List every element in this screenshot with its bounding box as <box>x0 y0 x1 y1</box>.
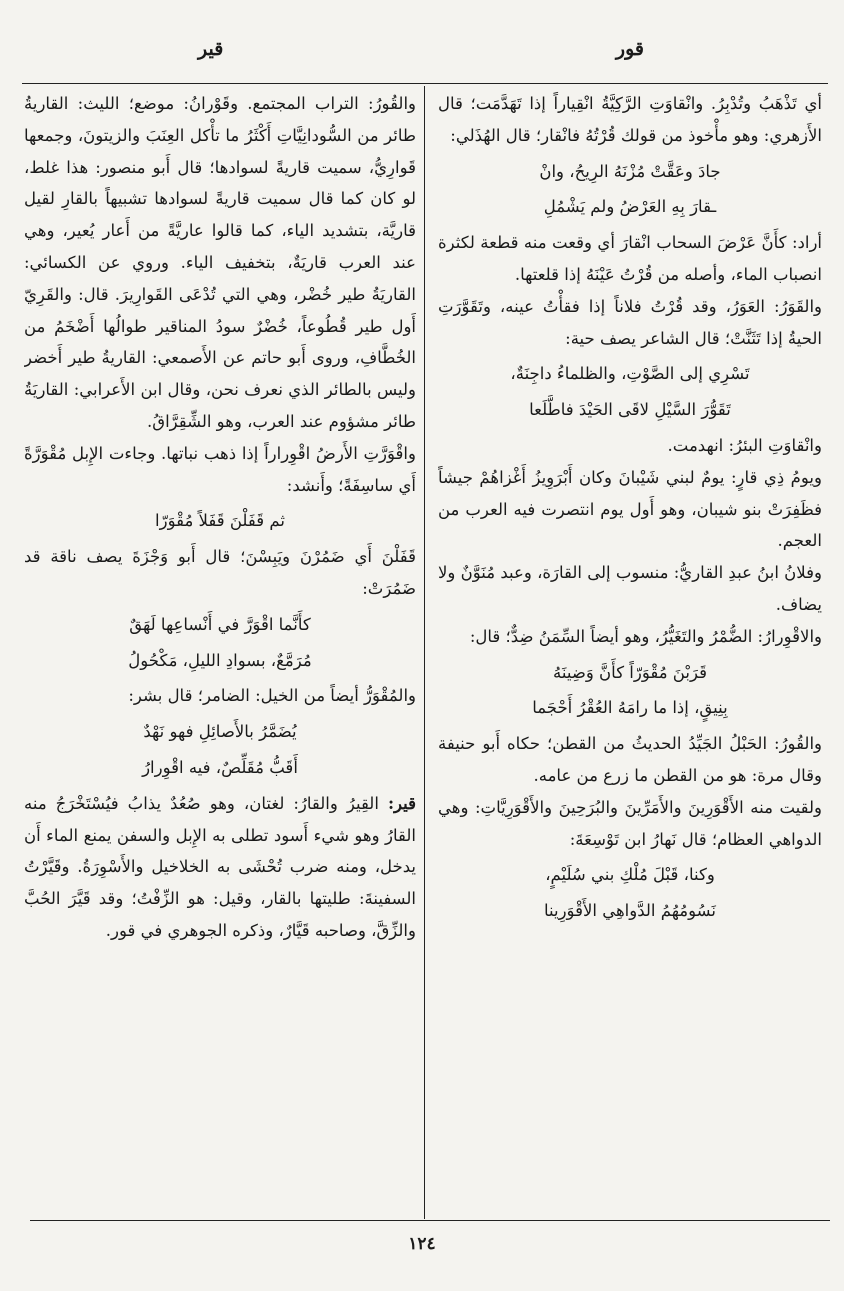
verse-line: جادَ وعَقَّتْ مُزْنَهُ الرِيحُ، وانْ <box>539 161 721 181</box>
column-divider <box>424 86 425 1219</box>
page-header <box>30 30 814 80</box>
paragraph: أي تَذْهَبُ وتُدْبِرُ. وانْقاوَتِ الرَّكِيَّةُ انْقِياراً إذا تَهَدَّمَت؛ قال الأَزهري: وهو مأْخوذ من قولك قُرْتُهُ فانْقار؛ قال الهُذَلي: <box>438 94 822 145</box>
paragraph: والاقْوِرارُ: الضُّمْرُ والتَغَيُّرُ، وهو أيضاً السِّمَنُ ضِدٌّ؛ قال: <box>469 626 822 646</box>
paragraph: وفلانُ ابنُ عبدِ القاريُّ: منسوب إلى القارَة، وعبد مُنَوَّنٌ ولا يضاف. <box>438 563 822 614</box>
paragraph: ويومُ ذِي قارٍ: يومٌ لبني شَيْبانَ وكان أَبْرَوِيزُ أَغْزاهُمْ جيشاً فظَفِرَتْ بنو شيبان، وهو أَول يوم انتصرت فيه العرب من العجم. <box>438 467 822 551</box>
verse-line: نَسُومُهُمُ الدَّواهِي الأَقْوَرِينا <box>543 901 716 921</box>
paragraph: ولقيت منه الأَقْوَرِينَ والأَمَرِّينَ والبُرَحِينَ والأَقْوَرِيَّاتِ: وهي الدواهي العظام؛ قال نَهارُ ابن تَوْسِعَةَ: <box>438 797 822 849</box>
paragraph: قَفَلْنَ أَي ضَمُرْنَ ويَبِسْنَ؛ قال أَبو وَجْزَةَ يصف ناقة قد ضَمُرَتْ: <box>24 547 416 598</box>
paragraph: والقَوَرُ: العَوَرُ، وقد قُرْتُ فلاناً إذا فقأْتُ عينه، وتَقَوَّرَتِ الحيةُ إذا تَثَنَّتْ؛ قال الشاعر يصف حية: <box>438 296 822 348</box>
header-word-left: قير <box>198 38 224 60</box>
verse-line: أَقَبُّ مُقَلِّصٌ، فيه اقْوِرارُ <box>142 757 298 777</box>
verse-line: بِنِيقٍ، إذا ما رامَهُ العُقْرُ أَحْجَما <box>532 698 728 718</box>
verse-line: تَقَوُّرَ السَّيْلِ لاقَى الحَيْدَ فاطَّلَعا <box>529 400 731 420</box>
entry-headword: قير: <box>387 793 416 813</box>
verse-line: ـقارَ بِهِ العَرْضُ ولم يَشْمُلِ <box>543 197 717 217</box>
right-column <box>438 88 822 1216</box>
entry-text: القِيرُ والقارُ: لغتان، وهو صُعُدٌ يذابُ فيُسْتَخْرَجُ منه القارُ وهو شيء أَسود تطلى به الإِبل والسفن يمنع الماء أَن يدخل، ومنه ضرب تُحْشَى به الخلاخيل والأَسْوِرَةُ. وقَيَّرْتُ السفينةَ: طليتها بالقار، وقيل: هو الزِّفْتُ؛ وقد قَيَّرَ الحُبَّ والزِّقَّ، وصاحبه قَيَّارٌ، وذكره الجوهري في قور. <box>24 793 416 940</box>
verse-line: مُرَمَّعٌ، بسوادِ الليلِ، مَكْحُولُ <box>128 650 312 670</box>
paragraph: واقْوَرَّتِ الأَرضُ اقْوِراراً إذا ذهب نباتها. وجاءت الإِبل مُقْوَرَّةً أَي ساسِفَةً؛ وأَنشد: <box>24 443 416 495</box>
paragraph: أراد: كأَنَّ عَرْضَ السحاب انْقارَ أي وقعت منه قطعة لكثرة انصباب الماء، وأصله من قُرْتُ عَيْنَهُ إذا قلعتها. <box>438 233 822 284</box>
verse-line: كأَنَّما اقْوَرَّ في أَنْساعِها لَهَقٌ <box>129 614 311 634</box>
header-word-right: قور <box>615 38 644 60</box>
top-rule <box>22 83 828 84</box>
verse-line: تَسْرِي إلى الصَّوْتِ، والظلماءُ داجِنَةٌ، <box>510 364 750 384</box>
verse-line: ثم قَفَلْنَ قَفَلاً مُقْوَرّا <box>155 511 285 531</box>
verse-line: يُضَمَّرُ بالأَصائِلِ فهو نَهْدٌ <box>143 722 297 742</box>
paragraph: والقُورُ: الحَبْلُ الجَيِّدُ الحديثُ من القطن؛ حكاه أَبو حنيفة وقال مرة: هو من القطن ما زرع من عامه. <box>438 734 822 785</box>
page-number: ١٢٤ <box>408 1234 436 1254</box>
bottom-rule <box>30 1220 830 1221</box>
left-column <box>24 88 416 1216</box>
paragraph: والمُقْوَرُّ أيضاً من الخيل: الضامر؛ قال بشر: <box>128 686 416 706</box>
verse-line: قَرَبْنَ مُقْوَرّاً كأَنَّ وَضِينَهُ <box>553 662 707 682</box>
entry-paragraph <box>24 788 416 947</box>
verse-line: وكنا، قَبْلَ مُلْكِ بني سُلَيْمٍ، <box>545 865 715 885</box>
paragraph: والقُورُ: التراب المجتمع. وقَوْرانُ: موضع؛ الليث: القاريةُ طائر من السُّودانِيَّاتِ أَكْثَرُ ما تأْكل العِنَبَ والزيتونَ، وجمعها قَوارِيُّ، سميت قاريةً لسوادها؛ قال أَبو منصور: هذا غلط، لو كان كما قال سميت قاريةً لسوادها تشبيهاً بالقارِ لقيل قاريَّة، بتشديد الياء، كما قالوا عاريَّةً من أَعار يُعير، وهي عند العرب قاريَةٌ، بتخفيف الياء. وروي عن الكسائي: القاريَةُ طير خُضْر، وهي التي تُدْعَى القَوارِيرَ. قال: والقَرِيّ أَول طير قُطُوعاً، خُضْرٌ سودُ المناقير طوالُها أَضْخَمُ من الخُطَّافِ، وروى أَبو حاتم عن الأَصمعي: القاريةُ طير أَخضر وليس بالطائر الذي نعرف نحن، وقال ابن الأَعرابي: القاريَةُ طائر مشؤوم عند العرب، وهو الشِّقِرَّاقُ. <box>24 94 416 431</box>
paragraph: وانْقاوَتِ البئرُ: انهدمت. <box>667 435 822 455</box>
